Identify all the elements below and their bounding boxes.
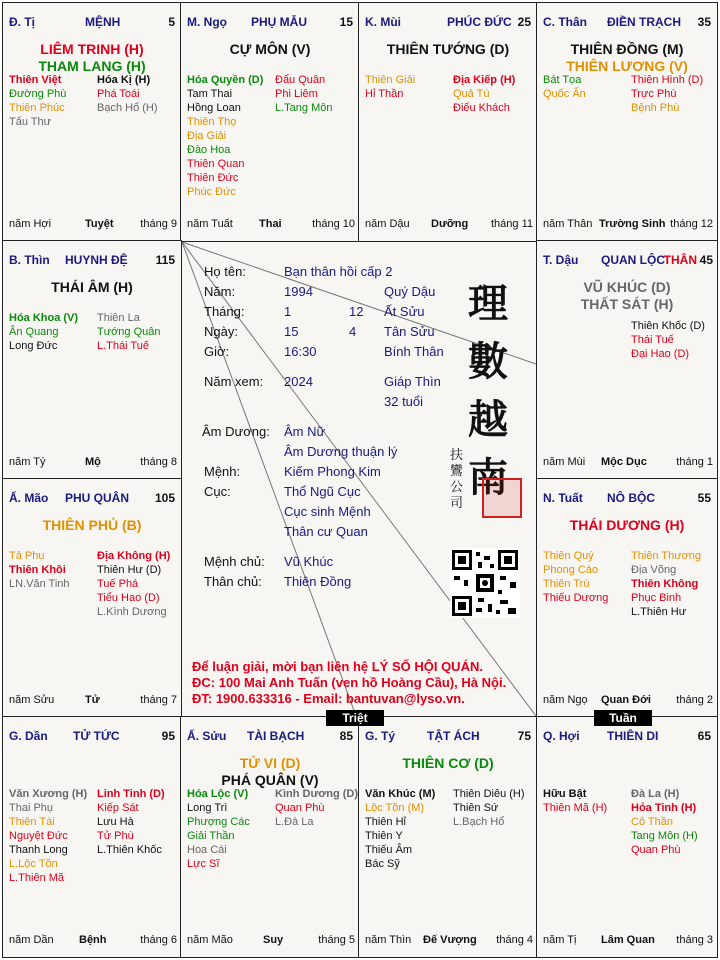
palace-dau[interactable]: [536, 240, 718, 480]
minor-star: Tang Môn (H): [631, 830, 698, 842]
minor-star: Trực Phù: [631, 88, 677, 100]
life-stage: Mộ: [85, 456, 101, 468]
year-label: năm Mùi: [543, 456, 586, 468]
thang-value: 1: [284, 304, 292, 319]
minor-star: Đà La (H): [631, 788, 680, 800]
minor-star: Phượng Các: [187, 816, 250, 828]
palace-number: 85: [339, 729, 353, 743]
minor-star: Hỏa Tinh (H): [631, 802, 697, 814]
minor-star: Nguyệt Đức: [9, 830, 68, 842]
life-stage: Lâm Quan: [601, 934, 655, 946]
minor-stars-right: [453, 73, 515, 115]
life-stage: Quan Đới: [601, 694, 651, 706]
main-star: PHÁ QUÂN (V): [221, 772, 319, 788]
center-info: [182, 242, 536, 716]
palace-header: [9, 15, 177, 29]
than-marker: THÂN: [663, 253, 697, 267]
palace-thin[interactable]: [2, 240, 182, 480]
palace-footer: [365, 934, 533, 948]
palace-name: PHÚC ĐỨC: [447, 15, 512, 29]
minor-star: Đại Hao (D): [631, 348, 690, 360]
palace-header: [9, 729, 177, 743]
palace-number: 5: [168, 15, 175, 29]
palace-footer: [543, 456, 713, 470]
minor-star: Thiên Tài: [9, 816, 55, 828]
minor-star: L.Thiên Khốc: [97, 844, 162, 856]
minor-star: Địa Võng: [631, 564, 677, 576]
nam-can: Quý Dậu: [384, 284, 436, 299]
minor-star: Thiên Mã (H): [543, 802, 608, 814]
main-star: THIÊN TƯỚNG (D): [386, 41, 510, 57]
palace-header: [543, 15, 713, 29]
minor-star: Văn Khúc (M): [365, 788, 436, 800]
minor-stars-right: [631, 549, 701, 619]
year-label: năm Tị: [543, 934, 577, 946]
minor-star: Thiên Khốc (D): [631, 320, 705, 332]
small-seal-text: 扶鸞公司: [450, 448, 464, 511]
minor-star: Thiên Thọ: [187, 116, 237, 128]
year-label: năm Sửu: [9, 694, 55, 706]
minor-stars-left: [9, 787, 87, 885]
year-label: năm Dậu: [365, 218, 410, 230]
minor-star: Phi Liêm: [275, 88, 318, 100]
year-label: năm Dần: [9, 934, 54, 946]
main-stars: [537, 517, 717, 534]
main-star: TỬ VI (D): [239, 755, 301, 771]
palace-header: [9, 253, 177, 267]
minor-star: Thiếu Dương: [543, 592, 609, 604]
minor-star: Hồng Loan: [187, 102, 241, 114]
cuc-value-2: Cục sinh Mệnh: [284, 504, 371, 519]
palace-header: [187, 15, 355, 29]
minor-stars-left: [187, 73, 263, 199]
palace-header: [365, 15, 533, 29]
year-label: năm Thìn: [365, 934, 412, 946]
palace-name: NÔ BỘC: [607, 491, 655, 505]
minor-stars-left: [9, 73, 66, 129]
branch-name: Q. Hợi: [543, 729, 580, 743]
minor-star: Tả Phụ: [9, 550, 45, 562]
minor-stars-right: [97, 73, 158, 115]
minor-star: Địa Không (H): [97, 550, 171, 562]
main-stars: [181, 755, 359, 789]
calligraphy-char-2: 數: [468, 338, 508, 385]
than-chu-value: Thiên Đồng: [284, 574, 352, 589]
month-label: tháng 10: [312, 218, 355, 230]
minor-star: Thiên Hỉ: [365, 816, 406, 828]
minor-stars-left: [543, 73, 586, 101]
minor-star: L.Lộc Tồn: [9, 858, 58, 870]
minor-star: Phong Cáo: [543, 564, 599, 576]
calligraphy-char-1: 理: [468, 280, 508, 327]
palace-footer: [187, 934, 355, 948]
minor-star: Linh Tinh (D): [97, 788, 165, 800]
month-label: tháng 4: [496, 934, 533, 946]
minor-stars-right: [97, 549, 170, 619]
year-label: năm Tuất: [187, 218, 233, 230]
minor-stars-left: [9, 311, 78, 353]
month-label: tháng 11: [490, 218, 533, 230]
month-label: tháng 9: [140, 218, 177, 230]
month-label: tháng 1: [676, 456, 713, 468]
triet-tag: Triệt: [326, 710, 384, 726]
minor-star: Ân Quang: [9, 326, 59, 338]
than-chu-label: Thân chủ:: [204, 574, 262, 589]
minor-star: Văn Xương (H): [9, 788, 88, 800]
month-label: tháng 7: [140, 694, 177, 706]
nam-value: 1994: [284, 284, 313, 299]
minor-star: Đẩu Quân: [275, 74, 326, 86]
palace-footer: [543, 694, 713, 708]
palace-footer: [9, 456, 177, 470]
minor-star: Tấu Thư: [9, 116, 52, 128]
calligraphy-char-4: 南: [468, 454, 508, 501]
palace-footer: [9, 694, 177, 708]
minor-stars-right: [631, 787, 698, 857]
minor-stars-right: [97, 787, 165, 857]
minor-star: Quốc Ấn: [543, 88, 586, 100]
minor-star: Hóa Khoa (V): [9, 312, 79, 324]
menh-chu-value: Vũ Khúc: [284, 554, 334, 569]
minor-star: L.Thái Tuế: [97, 340, 149, 352]
minor-star: Thiên Phúc: [9, 102, 65, 114]
minor-star: Cô Thần: [631, 816, 673, 828]
year-label: năm Mão: [187, 934, 233, 946]
minor-star: Thiên Không: [631, 578, 699, 590]
palace-name: THIÊN DI: [607, 729, 659, 743]
gio-label: Giờ:: [204, 344, 230, 359]
minor-star: Tử Phù: [97, 830, 134, 842]
palace-number: 105: [154, 491, 175, 505]
year-label: năm Ngọ: [543, 694, 588, 706]
ngay-al: 4: [349, 324, 357, 339]
minor-star: Thiên Quý: [543, 550, 594, 562]
life-stage: Trường Sinh: [599, 218, 666, 230]
menh-label: Mệnh:: [204, 464, 241, 479]
life-stage: Dưỡng: [431, 218, 469, 230]
minor-star: Kiếp Sát: [97, 802, 139, 814]
palace-name: TÀI BẠCH: [247, 729, 305, 743]
palace-name: HUYNH ĐỆ: [65, 253, 128, 267]
month-label: tháng 3: [676, 934, 713, 946]
main-star: THÁI ÂM (H): [51, 279, 133, 295]
palace-number: 35: [697, 15, 711, 29]
minor-stars-right: [631, 73, 703, 115]
minor-stars-right: [631, 319, 705, 361]
minor-stars-left: [9, 549, 70, 591]
minor-star: Thiên Hình (D): [631, 74, 704, 86]
main-stars: [3, 279, 181, 296]
cuc-value-3: Thân cư Quan: [284, 524, 368, 539]
minor-star: Tiểu Hao (D): [97, 592, 160, 604]
palace-number: 25: [517, 15, 531, 29]
palace-footer: [543, 934, 713, 948]
ho-ten-value: Bạn thân hồi cấp 2: [284, 264, 393, 279]
branch-name: Ấ. Mão: [9, 491, 49, 505]
nam-xem-value: 2024: [284, 374, 313, 389]
life-stage: Bệnh: [79, 934, 107, 946]
main-star: CỰ MÔN (V): [229, 41, 311, 57]
minor-star: Hóa Kị (H): [97, 74, 151, 86]
branch-name: C. Thân: [543, 15, 587, 29]
minor-stars-left: [187, 787, 250, 871]
contact-line-1: Để luận giải, mời bạn liên hệ LÝ SỐ HỘI QUÁN.: [192, 659, 483, 674]
minor-star: Đào Hoa: [187, 144, 231, 156]
minor-stars-left: [365, 787, 435, 871]
main-stars: [359, 755, 537, 772]
palace-header: [365, 729, 533, 743]
minor-star: Bát Tọa: [543, 74, 582, 86]
ho-ten-label: Họ tên:: [204, 264, 246, 279]
main-star: THIÊN PHỦ (B): [42, 517, 142, 533]
menh-value: Kiếm Phong Kim: [284, 464, 381, 479]
minor-star: Thiếu Âm: [365, 844, 413, 856]
minor-star: Thiên Y: [365, 830, 403, 842]
minor-star: Kình Dương (D): [275, 788, 358, 800]
month-label: tháng 12: [670, 218, 713, 230]
ngay-can: Tân Sửu: [384, 324, 435, 339]
minor-star: Hữu Bật: [543, 788, 587, 800]
contact-line-3: ĐT: 1900.633316 - Email: bantuvan@lyso.vn.: [192, 691, 465, 706]
branch-name: Ấ. Sửu: [187, 729, 227, 743]
palace-number: 65: [697, 729, 711, 743]
minor-star: Bác Sỹ: [365, 858, 400, 870]
minor-star: Thiên Thương: [631, 550, 702, 562]
palace-ty[interactable]: [358, 716, 538, 958]
minor-star: Thiên La: [97, 312, 140, 324]
branch-name: M. Ngọ: [187, 15, 227, 29]
main-stars: [537, 279, 717, 313]
palace-header: [187, 729, 355, 743]
contact-line-2: ĐC: 100 Mai Anh Tuấn (ven hồ Hoàng Cầu), Hà Nội.: [192, 675, 507, 690]
palace-number: 115: [155, 253, 175, 267]
ngay-value: 15: [284, 324, 299, 339]
qr-code-icon: [450, 548, 520, 618]
minor-star: L.Đà La: [275, 816, 314, 828]
minor-star: Phúc Đức: [187, 186, 236, 198]
minor-star: Bạch Hổ (H): [97, 102, 158, 114]
main-stars: [359, 41, 537, 58]
minor-star: Thiên Đức: [187, 172, 239, 184]
am-duong-value: Âm Nữ: [284, 424, 326, 439]
minor-star: Quả Tú: [453, 88, 490, 100]
minor-star: Hóa Lộc (V): [187, 788, 249, 800]
main-star: THIÊN CƠ (D): [402, 755, 494, 771]
minor-stars-left: [543, 549, 608, 605]
month-label: tháng 2: [676, 694, 713, 706]
main-star: THAM LANG (H): [38, 58, 146, 74]
minor-stars-right: [453, 787, 525, 829]
minor-stars-left: [365, 73, 415, 101]
year-label: năm Tý: [9, 456, 46, 468]
minor-star: Thiên Trù: [543, 578, 590, 590]
month-label: tháng 5: [318, 934, 355, 946]
palace-number: 45: [699, 253, 713, 267]
palace-number: 55: [697, 491, 711, 505]
minor-star: Lực Sĩ: [187, 858, 220, 870]
minor-star: Quan Phù: [275, 802, 325, 814]
year-label: năm Thân: [543, 218, 593, 230]
main-stars: [3, 41, 181, 75]
palace-header: [543, 491, 713, 505]
minor-star: Tam Thai: [187, 88, 233, 100]
palace-number: 95: [161, 729, 175, 743]
branch-name: K. Mùi: [365, 15, 401, 29]
red-seal-icon: [482, 478, 522, 518]
nam-xem-label: Năm xem:: [204, 374, 264, 389]
palace-name: MỆNH: [85, 15, 121, 29]
gio-can: Bính Thân: [384, 344, 444, 359]
minor-star: Thiên Giải: [365, 74, 416, 86]
palace-footer: [9, 934, 177, 948]
year-label: năm Hợi: [9, 218, 52, 230]
minor-star: Quan Phù: [631, 844, 681, 856]
palace-than[interactable]: [536, 2, 718, 242]
life-stage: Tử: [85, 694, 100, 706]
life-stage: Thai: [259, 218, 282, 230]
menh-chu-label: Mệnh chủ:: [204, 554, 265, 569]
minor-star: Lộc Tồn (M): [365, 802, 425, 814]
main-star: THẤT SÁT (H): [580, 296, 674, 312]
minor-star: Thiên Quan: [187, 158, 245, 170]
minor-star: Điếu Khách: [453, 102, 510, 114]
minor-star: Tuế Phá: [97, 578, 139, 590]
branch-name: T. Dậu: [543, 253, 579, 267]
gio-value: 16:30: [284, 344, 317, 359]
palace-tuat[interactable]: [536, 478, 718, 718]
minor-stars-right: [275, 787, 358, 829]
branch-name: B. Thìn: [9, 253, 50, 267]
main-stars: [3, 517, 181, 534]
thang-al: 12: [349, 304, 364, 319]
minor-star: Long Đức: [9, 340, 58, 352]
calligraphy-char-3: 越: [468, 396, 508, 443]
main-star: THIÊN LƯƠNG (V): [566, 58, 688, 74]
main-stars: [181, 41, 359, 58]
minor-star: Hóa Quyền (D): [187, 74, 264, 86]
minor-star: Thiên Hư (D): [97, 564, 162, 576]
main-stars: [537, 41, 717, 75]
ngay-label: Ngày:: [204, 324, 238, 339]
palace-footer: [365, 218, 533, 232]
tuoi: 32 tuổi: [384, 394, 424, 409]
minor-star: L.Kình Dương: [97, 606, 167, 618]
am-duong-label: Âm Dương:: [202, 424, 270, 439]
minor-star: LN.Văn Tinh: [9, 578, 70, 590]
palace-ti[interactable]: [2, 2, 182, 242]
minor-star: Thái Tuế: [631, 334, 674, 346]
minor-star: Hỉ Thần: [365, 88, 404, 100]
palace-name: TỬ TỨC: [73, 729, 120, 743]
minor-star: L.Bạch Hổ: [453, 816, 505, 828]
month-label: tháng 6: [140, 934, 177, 946]
main-star: VŨ KHÚC (D): [583, 279, 671, 295]
minor-star: Lưu Hà: [97, 816, 134, 828]
palace-name: TẬT ÁCH: [427, 729, 480, 743]
palace-dan[interactable]: [2, 716, 182, 958]
minor-star: L.Thiên Mã: [9, 872, 65, 884]
life-stage: Tuyệt: [85, 218, 114, 230]
month-label: tháng 8: [140, 456, 177, 468]
minor-star: L.Thiên Hư: [631, 606, 687, 618]
minor-star: Hoa Cái: [187, 844, 227, 856]
main-star: LIÊM TRINH (H): [40, 41, 144, 57]
palace-footer: [187, 218, 355, 232]
thang-can: Ất Sửu: [384, 304, 425, 319]
palace-mui[interactable]: [358, 2, 538, 242]
cuc-value: Thổ Ngũ Cục: [284, 484, 361, 499]
minor-stars-right: [97, 311, 161, 353]
minor-star: Thiên Khôi: [9, 564, 66, 576]
palace-header: [543, 253, 713, 267]
minor-stars-right: [275, 73, 332, 115]
branch-name: G. Tý: [365, 729, 396, 743]
palace-mao[interactable]: [2, 478, 182, 718]
palace-header: [9, 491, 177, 505]
life-stage: Đế Vượng: [423, 934, 477, 946]
life-stage: Suy: [263, 934, 284, 946]
minor-star: Thanh Long: [9, 844, 68, 856]
palace-name: ĐIỀN TRẠCH: [607, 15, 681, 29]
main-star: THIÊN ĐỒNG (M): [570, 41, 684, 57]
palace-footer: [543, 218, 713, 232]
branch-name: G. Dần: [9, 729, 48, 743]
life-stage: Mộc Dục: [601, 456, 647, 468]
minor-star: Thiên Việt: [9, 74, 62, 86]
nam-label: Năm:: [204, 284, 236, 299]
palace-suu[interactable]: [180, 716, 360, 958]
tuan-tag: Tuần: [594, 710, 652, 726]
palace-number: 75: [517, 729, 531, 743]
minor-star: Giải Thần: [187, 830, 235, 842]
palace-footer: [9, 218, 177, 232]
am-duong-value-2: Âm Dương thuận lý: [284, 444, 398, 459]
palace-hoi[interactable]: [536, 716, 718, 958]
palace-name: PHỤ MẪU: [251, 15, 307, 29]
cuc-label: Cục:: [204, 484, 231, 499]
palace-name: PHU QUÂN: [65, 491, 130, 505]
branch-name: N. Tuất: [543, 491, 583, 505]
minor-stars-left: [543, 787, 607, 815]
palace-number: 15: [339, 15, 353, 29]
minor-star: Thai Phụ: [9, 802, 54, 814]
minor-star: Tướng Quân: [97, 326, 161, 338]
minor-star: L.Tang Môn: [275, 102, 333, 114]
branch-name: Đ. Tị: [9, 15, 35, 29]
minor-star: Phá Toái: [97, 88, 140, 100]
minor-star: Đường Phù: [9, 88, 67, 100]
minor-star: Long Trì: [187, 802, 228, 814]
minor-star: Địa Giải: [187, 130, 227, 142]
minor-star: Thiên Diêu (H): [453, 788, 525, 800]
palace-header: [543, 729, 713, 743]
minor-star: Địa Kiếp (H): [453, 74, 516, 86]
palace-name: QUAN LỘC: [601, 253, 665, 267]
main-star: THÁI DƯƠNG (H): [569, 517, 685, 533]
minor-star: Thiên Sứ: [453, 802, 499, 814]
minor-star: Phục Binh: [631, 592, 682, 604]
minor-star: Bệnh Phù: [631, 102, 680, 114]
nam-xem-can: Giáp Thìn: [384, 374, 441, 389]
palace-ngo[interactable]: [180, 2, 360, 242]
thang-label: Tháng:: [204, 304, 245, 319]
